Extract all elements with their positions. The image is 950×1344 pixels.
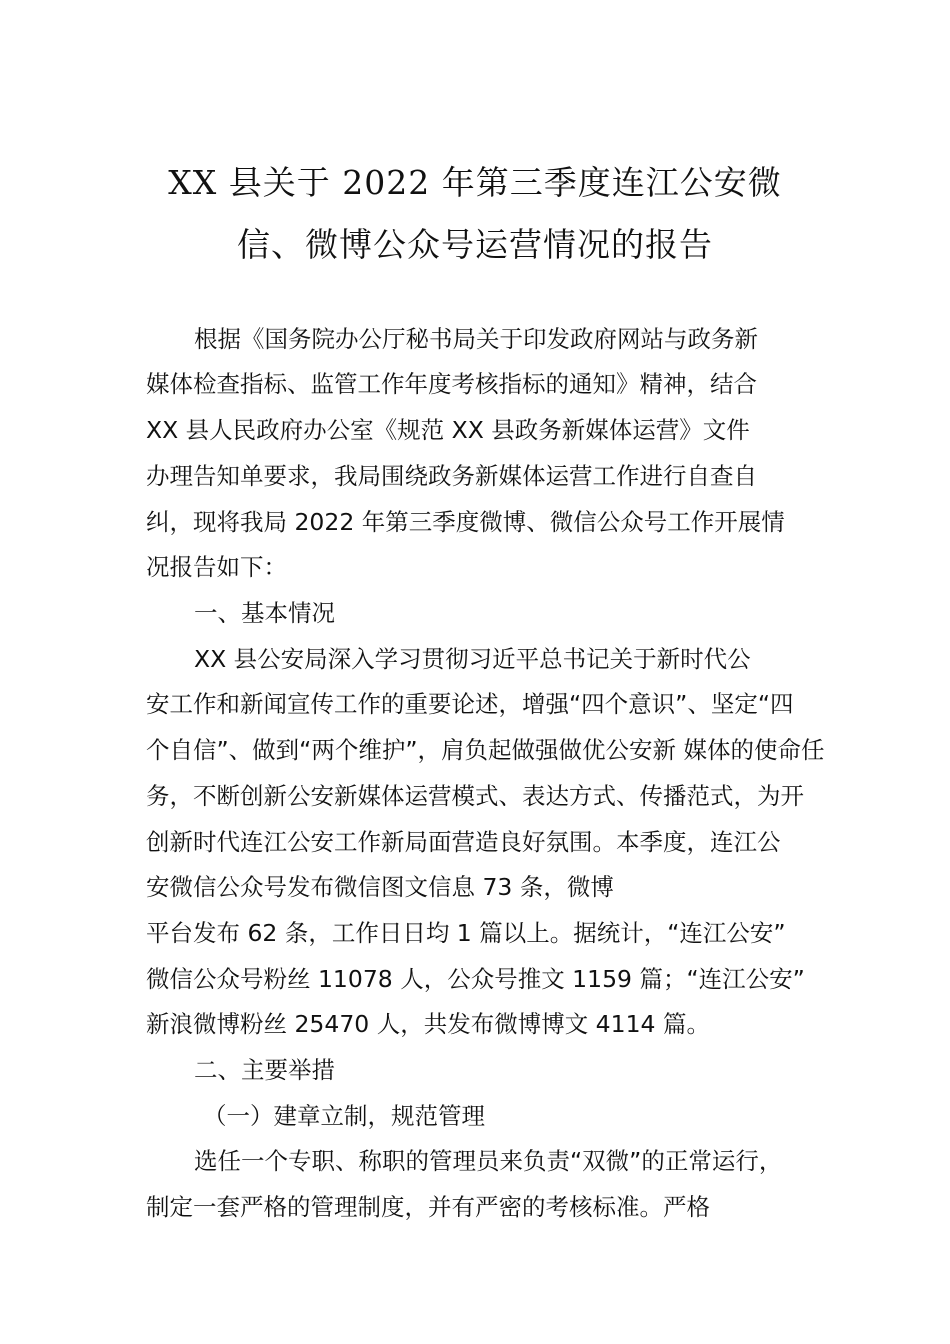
paragraph-rules-line: 制定一套严格的管理制度，并有严密的考核标准。严格 — [146, 1193, 710, 1221]
paragraph-basic-line: 新浪微博粉丝 25470 人，共发布微博博文 4114 篇。 — [146, 1010, 710, 1038]
paragraph-basic-line: 安工作和新闻宣传工作的重要论述，增强“四个意识”、坚定“四 — [146, 690, 794, 718]
paragraph-basic-line: 平台发布 62 条，工作日日均 1 篇以上。据统计，“连江公安” — [146, 919, 786, 947]
paragraph-intro-line: XX 县人民政府办公室《规范 XX 县政务新媒体运营》文件 — [146, 416, 750, 444]
report-title-line-2: 信、微博公众号运营情况的报告 — [237, 225, 713, 264]
report-title-line-1: XX 县关于 2022 年第三季度连江公安微 — [168, 163, 782, 202]
paragraph-intro-line: 况报告如下： — [146, 553, 287, 581]
section-heading-basic-situation: 一、基本情况 — [194, 599, 335, 627]
paragraph-basic-line: 务，不断创新公安新媒体运营模式、表达方式、传播范式，为开 — [146, 782, 804, 810]
subsection-heading-rules: （一）建章立制，规范管理 — [203, 1102, 485, 1130]
paragraph-rules-line: 选任一个专职、称职的管理员来负责“双微”的正常运行， — [194, 1147, 783, 1175]
paragraph-basic-line: 微信公众号粉丝 11078 人，公众号推文 1159 篇；“连江公安” — [146, 965, 805, 993]
paragraph-intro-line: 办理告知单要求，我局围绕政务新媒体运营工作进行自查自 — [146, 462, 757, 490]
paragraph-intro-line: 根据《国务院办公厅秘书局关于印发政府网站与政务新 — [194, 325, 758, 353]
paragraph-basic-line: 创新时代连江公安工作新局面营造良好氛围。本季度，连江公 — [146, 828, 781, 856]
paragraph-basic-line: XX 县公安局深入学习贯彻习近平总书记关于新时代公 — [194, 645, 751, 673]
paragraph-intro-line: 媒体检查指标、监管工作年度考核指标的通知》精神，结合 — [146, 370, 757, 398]
paragraph-intro-line: 纠，现将我局 2022 年第三季度微博、微信公众号工作开展情 — [146, 508, 785, 536]
paragraph-basic-line: 安微信公众号发布微信图文信息 73 条，微博 — [146, 873, 614, 901]
section-heading-main-measures: 二、主要举措 — [194, 1056, 335, 1084]
paragraph-basic-line: 个自信”、做到“两个维护”，肩负起做强做优公安新 媒体的使命任 — [146, 736, 825, 764]
